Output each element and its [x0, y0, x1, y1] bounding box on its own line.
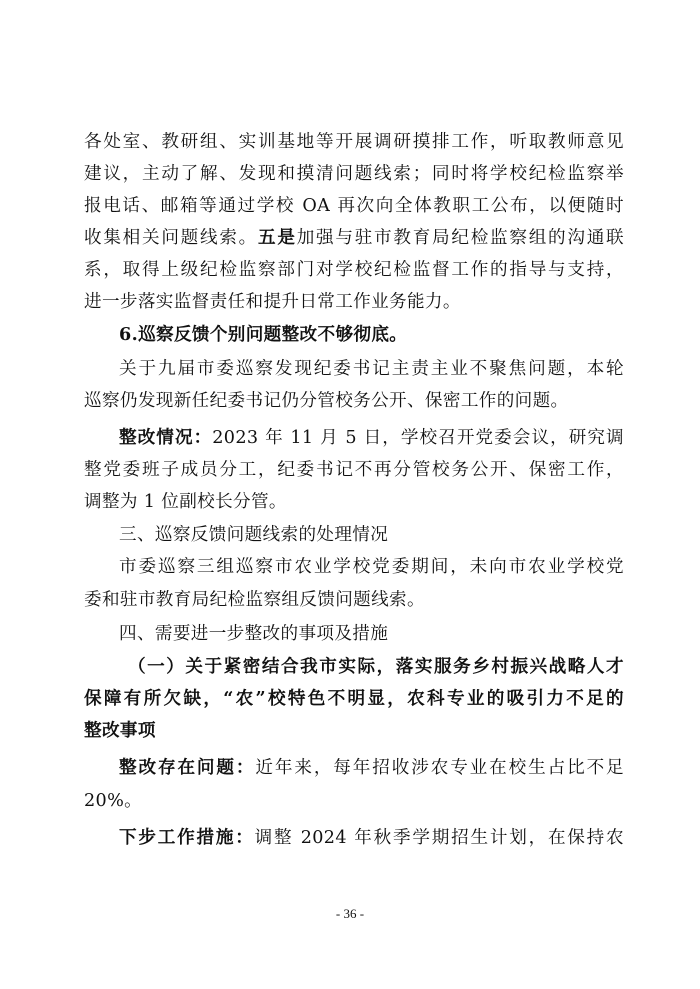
paragraph-text: 近年来，每年招收涉农专业在校生占比不足 — [255, 758, 624, 778]
subsection-heading: 保障有所欠缺，“农”校特色不明显，农科专业的吸引力不足的 — [84, 688, 624, 709]
paragraph-line: 建议，主动了解、发现和摸清问题线索；同时将学校纪检监察举 — [84, 164, 624, 184]
section-heading: 三、巡察反馈问题线索的处理情况 — [119, 525, 389, 545]
paragraph-line: 整党委班子成员分工，纪委书记不再分管校务公开、保密工作， — [84, 460, 624, 480]
subsection-heading: 整改事项 — [84, 720, 156, 741]
paragraph-text: 加强与驻市教育局纪检监察组的沟通联 — [296, 228, 624, 248]
paragraph-line: 巡察仍发现新任纪委书记仍分管校务公开、保密工作的问题。 — [84, 391, 569, 411]
paragraph-line: 市委巡察三组巡察市农业学校党委期间，未向市农业学校党 — [119, 557, 624, 577]
page-number: - 36 - — [335, 906, 365, 921]
paragraph-line: 调整为 1 位副校长分管。 — [84, 492, 287, 512]
paragraph-line — [119, 756, 624, 780]
paragraph-line: 关于九届市委巡察发现纪委书记主责主业不聚焦问题，本轮 — [119, 359, 624, 379]
paragraph-line — [119, 426, 624, 450]
subsection-heading: （一）关于紧密结合我市实际，落实服务乡村振兴战略人才 — [128, 656, 624, 677]
bold-label: 下步工作措施： — [119, 827, 255, 848]
paragraph-line — [84, 226, 624, 250]
paragraph-text: 调整 2024 年秋季学期招生计划，在保持农 — [254, 828, 624, 848]
bold-keyword: 五是 — [258, 227, 297, 248]
bold-label: 整改存在问题： — [119, 757, 256, 778]
paragraph-line: 进一步落实监督责任和提升日常工作业务能力。 — [84, 292, 461, 312]
paragraph-text: 收集相关问题线索。 — [84, 228, 259, 248]
paragraph-text: 2023 年 11 月 5 日，学校召开党委会议，研究调 — [212, 428, 624, 448]
paragraph-line: 报电话、邮箱等通过学校 OA 再次向全体教职工公布，以便随时 — [84, 196, 624, 216]
paragraph-line — [119, 826, 624, 850]
paragraph-line: 委和驻市教育局纪检监察组反馈问题线索。 — [84, 590, 425, 610]
section-heading: 四、需要进一步整改的事项及措施 — [119, 624, 389, 644]
bold-label: 整改情况： — [119, 427, 213, 448]
paragraph-line: 系，取得上级纪检监察部门对学校纪检监督工作的指导与支持， — [84, 260, 624, 280]
section-heading: 6.巡察反馈个别问题整改不够彻底。 — [119, 324, 408, 345]
paragraph-line: 20%。 — [84, 791, 143, 811]
paragraph-line: 各处室、教研组、实训基地等开展调研摸排工作，听取教师意见 — [84, 132, 624, 152]
